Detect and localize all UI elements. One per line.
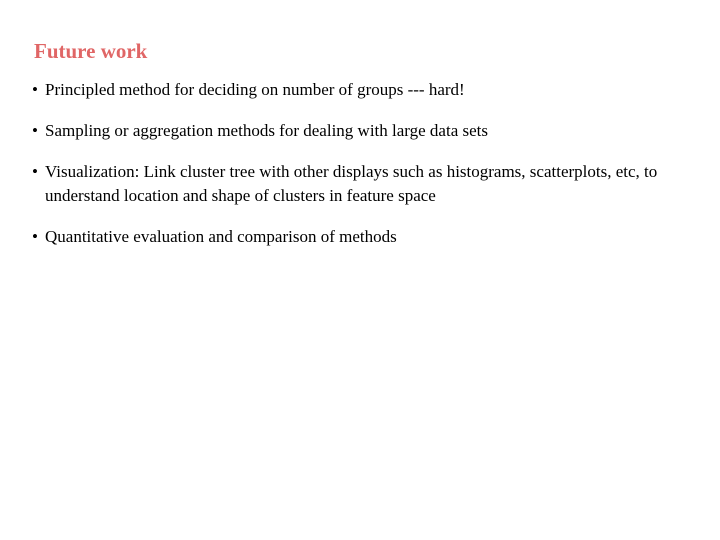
slide-title: Future work — [34, 39, 148, 63]
bullet-item-visualization — [32, 160, 702, 208]
bullet-list — [32, 78, 702, 266]
bullet-item-evaluation — [32, 225, 702, 249]
bullet-text: Sampling or aggregation methods for dealing with large data sets — [45, 121, 488, 140]
bullet-item-number-of-groups — [32, 78, 702, 102]
bullet-icon: • — [32, 121, 38, 140]
bullet-item-sampling — [32, 119, 702, 143]
bullet-icon: • — [32, 227, 38, 246]
bullet-text: Principled method for deciding on number of groups --- hard! — [45, 80, 465, 99]
bullet-icon: • — [32, 80, 38, 99]
bullet-icon: • — [32, 162, 38, 181]
bullet-text: Quantitative evaluation and comparison of methods — [45, 227, 397, 246]
bullet-text: Visualization: Link cluster tree with other displays such as histograms, scatterplots, etc, to understand location and shape of clusters in feature space — [45, 162, 658, 205]
